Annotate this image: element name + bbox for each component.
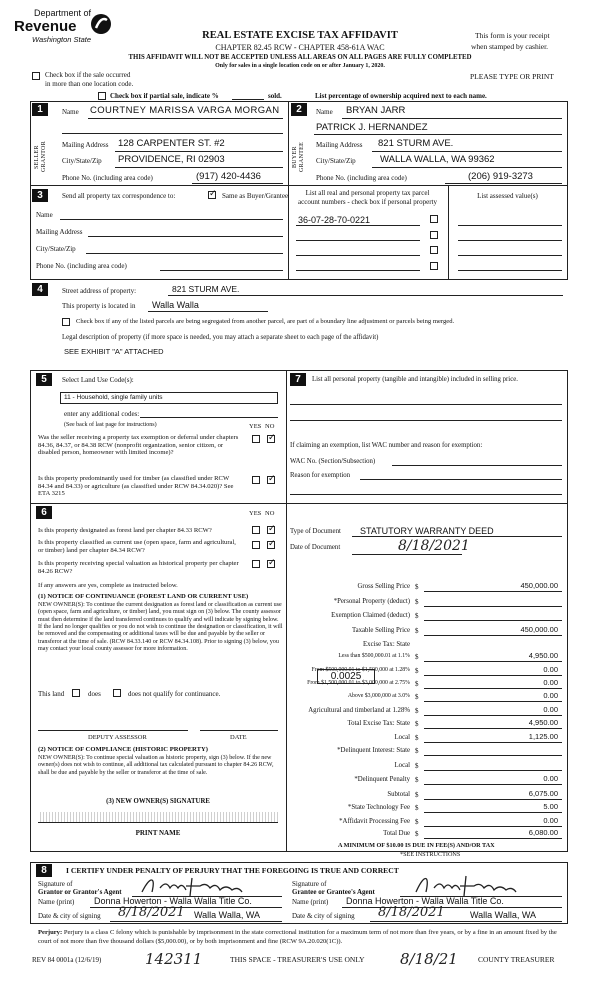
tax-row-label: Above $3,000,000 at 3.0% [347,693,410,699]
exemption-label: If claiming an exemption, list WAC number and reason for exemption: [290,442,483,449]
form-title: REAL ESTATE EXCISE TAX AFFIDAVIT [202,30,398,41]
personal-property-checkbox-4[interactable] [430,262,438,270]
tax-row-label: Less than $500,000.01 at 1.1% [338,653,410,659]
seller-grantor-text: SELLER GRANTOR [34,141,47,173]
same-as-buyer-checkbox[interactable] [208,191,216,199]
additional-codes-label: enter any additional codes: [64,410,140,418]
perjury-label: Perjury: [38,929,63,936]
notice-compliance-title: (2) NOTICE OF COMPLIANCE (HISTORIC PROPERTY) [38,746,208,753]
tax-row-dollar: $ [415,818,419,826]
personal-property-checkbox-2[interactable] [430,231,438,239]
tax-row-dollar: $ [415,734,419,742]
notice-continuance-title: (1) NOTICE OF CONTINUANCE (FOREST LAND OR CURRENT USE) [38,593,249,600]
type-or-print: PLEASE TYPE OR PRINT [470,72,554,81]
assessed-value-header: List assessed value(s) [477,192,538,200]
personal-property-title: List all personal property (tangible and intangible) included in selling price. [312,376,518,383]
receipt-note-2: when stamped by cashier. [471,42,549,51]
new-owner-signature-label: (3) NEW OWNER(S) SIGNATURE [106,798,210,805]
grantee-signing-date[interactable]: 8/18/2021 [378,905,445,920]
section-8-number: 8 [36,864,52,877]
notice-continuance-text: NEW OWNER(S): To continue the current designation as forest land or classification as current use (open space, farm and agriculture, or timber) land, you must sign on (3) below. The county assessor must then determine if the land transferred continues to qualify and will indicate by signing below. If the land no longer qualifies or you do not wish to continue the designation or classification, it will be removed and the compensating or additional taxes will be due and payable by the seller or transferor at the time of sale. (RCW 84.33.140 or RCW 84.34.108). Prior to signing (3) below, you may contact your local county assessor for more information. [38,602,283,652]
sec3-name-label: Name [36,211,53,219]
sec6-no-label: NO [265,510,275,517]
tax-row-label: From $500,000.01 to $1,500,000 at 1.28% [311,667,410,673]
multi-location-checkbox[interactable] [32,72,40,80]
segregated-label: Check box if any of the listed parcels are being segregated from another parcel, are part of a boundary line adjustment or parcels being merged. [76,318,455,325]
if-yes-note: If any answers are yes, complete as instructed below. [38,582,178,589]
grantor-sig-label-2: Grantor or Grantor's Agent [38,888,122,896]
tax-row-value[interactable]: 0.00 [543,691,558,700]
tax-row-value[interactable]: 4,950.00 [528,718,558,727]
tax-row-label: *Affidavit Processing Fee [339,818,410,825]
sec6-question-2: Is this property classified as current use (open space, farm and agricultural, or timber) land per chapter 84.34 RCW? [38,539,236,554]
document-type[interactable]: STATUTORY WARRANTY DEED [360,526,494,536]
parcel-header-2: account numbers - check box if personal property [298,198,437,206]
tax-row-value[interactable]: 1,125.00 [528,732,558,741]
form-revision: REV 84 0001a (12/6/19) [32,956,102,964]
grantee-print-name[interactable]: Donna Howerton - Walla Walla Title Co. [346,896,504,906]
tax-row-label: *State Technology Fee [347,804,410,811]
seller-phone[interactable]: (917) 420-4436 [196,171,261,182]
handwritten-number: 142311 [145,950,203,968]
tax-row-dollar: $ [415,804,419,812]
tax-row-label: Local [394,734,410,741]
handwritten-date: 8/18/21 [400,950,458,968]
form-warning: THIS AFFIDAVIT WILL NOT BE ACCEPTED UNLESS ALL AREAS ON ALL PAGES ARE FULLY COMPLETED [128,54,472,61]
tax-row-dollar: $ [415,693,419,701]
grantor-name-label: Name (print) [38,898,75,906]
perjury-text: Perjury is a class C felony which is punishable by imprisonment in the state correctional institution for a maximum term of not more than five years, or by a fine in an amount fixed by the court of not more than five thousand dollars ($5,000.00), or by both imprisonment and fine (RCW 9A.20.020(1C)). [38,929,557,945]
property-location[interactable]: Walla Walla [152,300,199,310]
grantee-sig-label-2: Grantee or Grantee's Agent [292,888,375,896]
sec5-q1-no-checkbox[interactable] [267,435,275,443]
same-as-buyer-label: Same as Buyer/Grantee [222,192,289,200]
tax-row-dollar: $ [415,627,419,635]
grantee-signature-icon [414,872,534,898]
land-use-code: 11 - Household, single family units [64,394,163,401]
segregated-checkbox[interactable] [62,318,70,326]
send-correspondence-label: Send all property tax correspondence to: [62,192,176,200]
sec6-q3-yes-checkbox[interactable] [252,560,260,568]
county-treasurer-label: COUNTY TREASURER [478,955,555,964]
land-use-code-select[interactable] [60,392,278,404]
tax-row-label: Gross Selling Price [357,583,410,590]
see-back-note: (See back of last page for instructions) [64,422,157,428]
buyer-label [292,132,306,182]
does-not-label: does not qualify for continuance. [128,690,221,698]
sec6-question-3: Is this property receiving special valuation as historical property per chapter 84.26 RCW? [38,560,239,575]
sec6-question-1: Is this property designated as forest land per chapter 84.33 RCW? [38,527,212,534]
seller-phone-label: Phone No. (including area code) [62,174,153,182]
sold-label: sold. [268,92,282,100]
document-date[interactable]: 8/18/2021 [398,538,470,554]
tax-row-label: Local [394,762,410,769]
buyer-address-label: Mailing Address [316,141,363,149]
tax-row-dollar: $ [415,653,419,661]
buyer-name-1[interactable]: BRYAN JARR [346,105,406,116]
seller-city[interactable]: PROVIDENCE, RI 02903 [118,154,225,165]
department-logo [8,8,128,48]
sec6-q1-yes-checkbox[interactable] [252,526,260,534]
buyer-phone-label: Phone No. (including area code) [316,174,407,182]
tax-row-dollar: $ [415,791,419,799]
buyer-phone[interactable]: (206) 919-3273 [468,171,533,182]
section-7-number: 7 [290,373,306,386]
does-not-checkbox[interactable] [113,689,121,697]
section-2-number: 2 [291,103,307,116]
exemption-reason-label: Reason for exemption [290,472,351,479]
redacted-owner-signature [40,812,280,822]
buyer-city-label: City/State/Zip [316,157,356,165]
this-land-label: This land [38,690,65,698]
grantee-sig-label-1: Signature of [292,880,327,888]
parcel-number-1[interactable]: 36-07-28-70-0221 [298,215,371,225]
minimum-fee-note: A MINIMUM OF $10.00 IS DUE IN FEE(S) AND/OR TAX [338,842,495,849]
tax-row-value[interactable]: 0.00 [543,816,558,825]
tax-row-label: Subtotal [387,791,410,798]
sec5-q2-no-checkbox[interactable] [267,476,275,484]
sec3-address-label: Mailing Address [36,228,83,236]
tax-row-label: From $1,500,000.01 to $3,000,000 at 2.75% [307,680,410,686]
seller-name-label: Name [62,108,79,116]
grantee-signing-city[interactable]: Walla Walla, WA [470,910,537,920]
document-date-label: Date of Document [290,544,341,551]
tax-row-dollar: $ [415,830,419,838]
seller-label [34,132,48,182]
tax-row-value[interactable]: 0.00 [543,665,558,674]
buyer-name-2[interactable]: PATRICK J. HERNANDEZ [316,122,428,133]
grantor-signing-date[interactable]: 8/18/2021 [118,905,185,920]
receipt-note-1: This form is your receipt [475,31,550,40]
legal-description-label: Legal description of property (if more space is needed, you may attach a separate sheet to each page of the affidavit) [62,334,379,341]
tax-row-value[interactable]: 0.00 [543,678,558,687]
tax-row-dollar: $ [415,667,419,675]
tax-row-value[interactable]: 6,080.00 [528,828,558,837]
form-chapter: CHAPTER 82.45 RCW - CHAPTER 458-61A WAC [215,43,385,52]
sec5-question-2: Is this property predominantly used for timber (as classified under RCW 84.34 and 84.33) or agriculture (as classified under RCW 84.34.020)? See ETA 3215 [38,475,234,498]
sec6-q3-no-checkbox[interactable] [267,560,275,568]
sec5-question-1: Was the seller receiving a property tax exemption or deferral under chapters 84.36, 84.37, or 84.38 RCW (nonprofit organization, senior citizen, or disabled person, homeowner with limited income)? [38,434,239,457]
tax-row-label: *Delinquent Interest: State [337,747,410,754]
seller-name[interactable]: COURTNEY MARISSA VARGA MORGAN [90,105,280,116]
seller-city-label: City/State/Zip [62,157,102,165]
personal-property-checkbox-1[interactable] [430,215,438,223]
local-rate-box[interactable] [317,669,375,684]
ownership-pct-label: List percentage of ownership acquired next to each name. [315,92,487,100]
tax-row-label: Excise Tax: State [363,641,410,648]
partial-sale-label: Check box if partial sale, indicate % [110,92,219,100]
notice-compliance-text: NEW OWNER(S): To continue special valuation as historic property, sign (3) below. If the new owner(s) does not wish to continue, all additional tax calculated pursuant to chapter 84.26 RCW, shall be due and payable by the seller or transferor at the time of sale. [38,755,274,776]
section-3-number: 3 [32,189,48,202]
sec3-phone-label: Phone No. (including area code) [36,262,127,270]
seller-address-label: Mailing Address [62,141,109,149]
tax-row-dollar: $ [415,583,419,591]
document-type-label: Type of Document [290,528,341,535]
buyer-city[interactable]: WALLA WALLA, WA 99362 [380,154,495,165]
property-street-address[interactable]: 821 STURM AVE. [172,284,240,294]
sec6-q2-yes-checkbox[interactable] [252,541,260,549]
parcel-header-1: List all real and personal property tax parcel [305,189,430,197]
tax-row-label: *Personal Property (deduct) [333,598,410,605]
wac-number-label: WAC No. (Section/Subsection) [290,458,376,465]
tax-row-value[interactable]: 4,950.00 [528,651,558,660]
local-rate: 0.0025 [330,671,362,682]
see-instructions-note: *SEE INSTRUCTIONS [400,851,461,858]
legal-description[interactable]: SEE EXHIBIT "A" ATTACHED [64,347,164,356]
dept-line2: Revenue [14,18,77,35]
treasurer-use-label: THIS SPACE - TREASURER'S USE ONLY [230,955,365,964]
tax-row-dollar: $ [415,598,419,606]
partial-sale-checkbox[interactable] [98,92,106,100]
tax-row-label: Total Due [383,830,410,837]
tax-row-value[interactable]: 0.00 [543,705,558,714]
multi-location-label-1: Check box if the sale occurred [45,71,131,79]
buyer-name-label: Name [316,108,333,116]
tax-row-value[interactable]: 6,075.00 [528,789,558,798]
buyer-grantee-text: BUYER GRANTEE [292,141,305,173]
sec5-no-label: NO [265,423,275,430]
seller-address[interactable]: 128 CARPENTER ST. #2 [118,138,225,149]
personal-property-checkbox-3[interactable] [430,246,438,254]
land-use-title: Select Land Use Code(s): [62,376,134,384]
tax-row-value[interactable]: 450,000.00 [520,581,558,590]
grantor-sig-label-1: Signature of [38,880,73,888]
tax-row-dollar: $ [415,612,419,620]
certify-statement: I CERTIFY UNDER PENALTY OF PERJURY THAT THE FOREGOING IS TRUE AND CORRECT [66,866,399,875]
tax-row-value[interactable]: 0.00 [543,774,558,783]
tax-row-dollar: $ [415,680,419,688]
tax-row-dollar: $ [415,707,419,715]
dept-line3: Washington State [32,35,92,44]
located-in-label: This property is located in [62,302,136,310]
print-name-label: PRINT NAME [135,829,181,837]
tax-row-dollar: $ [415,747,419,755]
grantor-print-name[interactable]: Donna Howerton - Walla Walla Title Co. [94,896,252,906]
deputy-assessor-label: DEPUTY ASSESSOR [88,734,147,741]
tax-row-label: Taxable Selling Price [351,627,410,634]
tax-row-label: Exemption Claimed (deduct) [331,612,410,619]
tax-row-dollar: $ [415,776,419,784]
grantor-signature-icon [140,874,260,898]
tax-row-label: Total Excise Tax: State [347,720,410,727]
tax-row-value[interactable]: 450,000.00 [520,625,558,634]
sec5-q1-yes-checkbox[interactable] [252,435,260,443]
sec3-city-label: City/State/Zip [36,245,76,253]
buyer-address[interactable]: 821 STURM AVE. [378,138,454,149]
form-only-for: Only for sales in a single location code on or after January 1, 2020. [215,63,385,69]
section-1-number: 1 [32,103,48,116]
section-6-number: 6 [36,506,52,519]
sec5-q2-yes-checkbox[interactable] [252,476,260,484]
tax-row-dollar: $ [415,720,419,728]
does-label: does [88,690,101,698]
perjury-statement [38,929,568,946]
tax-row-dollar: $ [415,762,419,770]
grantor-signing-city[interactable]: Walla Walla, WA [194,910,261,920]
section-5-number: 5 [36,373,52,386]
street-address-label: Street address of property: [62,287,137,295]
grantee-name-label: Name (print) [292,898,329,906]
grantor-date-label: Date & city of signing [38,912,101,920]
sec5-yes-label: YES [249,423,262,430]
dept-line1: Department of [34,8,92,18]
grantee-date-label: Date & city of signing [292,912,355,920]
sec6-q1-no-checkbox[interactable] [267,526,275,534]
tax-row-value[interactable]: 5.00 [543,802,558,811]
section-4-number: 4 [32,283,48,296]
sec6-yes-label: YES [249,510,262,517]
does-checkbox[interactable] [72,689,80,697]
wa-logo-icon [90,12,112,36]
tax-row-label: *Delinquent Penalty [354,776,410,783]
assessor-date-label: DATE [230,734,247,741]
sec6-q2-no-checkbox[interactable] [267,541,275,549]
multi-location-label-2: in more than one location code. [45,80,134,88]
tax-row-label: Agricultural and timberland at 1.28% [308,707,410,714]
